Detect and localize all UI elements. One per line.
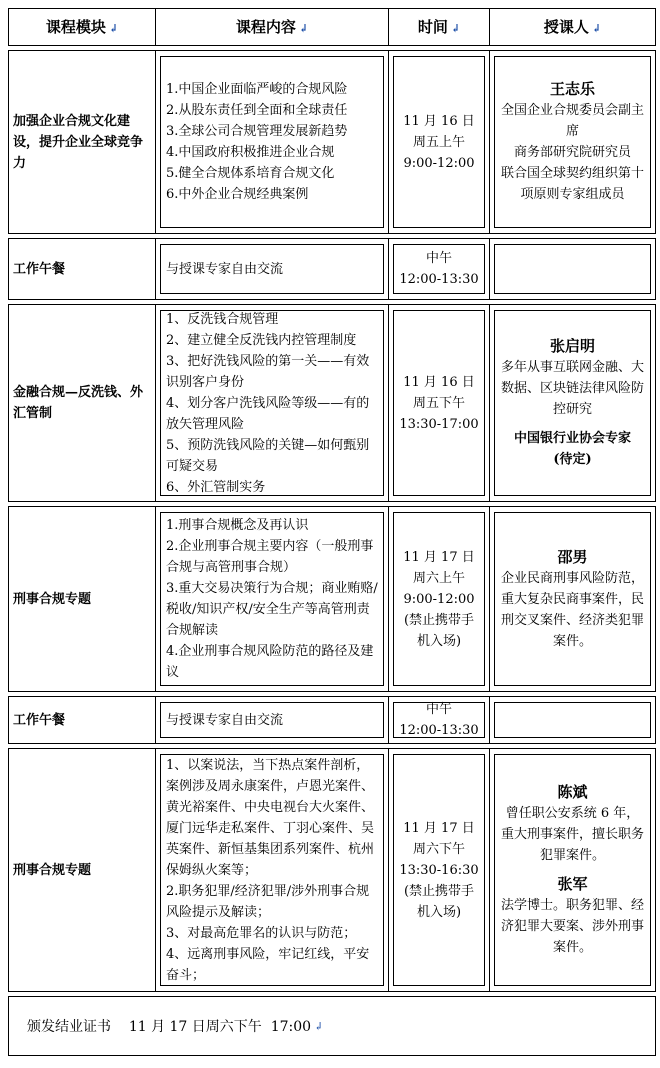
schedule-row <box>8 748 656 992</box>
time-line: 周六下午 <box>412 841 465 857</box>
content-item: 4、远离刑事风险，牢记红线，平安奋斗； <box>166 946 370 983</box>
footer-label: 颁发结业证书 <box>27 1019 111 1035</box>
teacher-name: 张启明 <box>549 337 595 355</box>
module-title: 工作午餐 <box>13 712 66 728</box>
content-item: 1、以案说法，当下热点案件剖析，案例涉及周永康案件，卢恩光案件、黄光裕案件、中央电视台大火案件、厦门远华走私案件、丁羽心案件、吴英案件、新恒基集团系列案件、杭州保姆纵火案等； <box>166 757 375 878</box>
content-item: 5、预防洗钱风险的关键—如何甄别可疑交易 <box>166 437 370 474</box>
module-title: 工作午餐 <box>13 261 66 277</box>
content-item: 2.企业刑事合规主要内容（一般刑事合规与高管刑事合规） <box>166 539 374 575</box>
schedule-row <box>8 238 656 300</box>
module-title: 刑事合规专题 <box>13 591 92 607</box>
schedule-row <box>8 506 656 692</box>
content-item: 4、划分客户洗钱风险等级——有的放矢管理风险 <box>166 395 370 432</box>
module-cell <box>9 749 156 991</box>
time-cell <box>389 697 490 743</box>
time-line: 周六上午 <box>412 570 465 586</box>
content-cell <box>156 305 389 501</box>
teacher-cell <box>490 507 655 691</box>
content-item: 6.中外企业合规经典案例 <box>166 187 309 202</box>
teacher-desc: 企业民商刑事风险防范，重大复杂民商事案件，民刑交叉案件、经济类犯罪案件。 <box>500 570 644 649</box>
teacher-name: 张军 <box>557 875 588 893</box>
teacher-cell <box>490 51 655 233</box>
content-item: 2.职务犯罪/经济犯罪/涉外刑事合规风险提示及解读； <box>166 883 370 920</box>
time-cell <box>389 239 490 299</box>
teacher-desc: 法学博士。职务犯罪、经济犯罪大要案、涉外刑事案件。 <box>500 898 644 955</box>
teacher-desc: 商务部研究院研究员 <box>513 145 631 160</box>
content-cell <box>156 697 389 743</box>
footer-time: 11 月 17 日周六下午 17:00 <box>128 1019 312 1035</box>
time-line: 9:00-12:00 <box>403 591 475 607</box>
time-line: 11 月 17 日 <box>403 549 475 565</box>
teacher-desc: 联合国全球契约组织第十项原则专家组成员 <box>500 166 644 202</box>
time-line: 13:30-17:00 <box>399 416 479 432</box>
time-line: 周五下午 <box>412 395 465 411</box>
course-schedule <box>8 8 656 1056</box>
teacher-cell <box>490 305 655 501</box>
header-content: 课程内容 ↲ <box>156 9 389 45</box>
header-time: 时间 ↲ <box>389 9 490 45</box>
content-cell <box>156 239 389 299</box>
module-cell <box>9 239 156 299</box>
teacher-cell <box>490 239 655 299</box>
time-line: 11 月 16 日 <box>403 113 475 129</box>
module-cell <box>9 51 156 233</box>
time-line: 13:30-16:30 <box>399 862 479 878</box>
header-teacher: 授课人 ↲ <box>543 18 602 36</box>
content-item: 3、对最高危罪名的认识与防范； <box>166 925 357 941</box>
content-item: 与授课专家自由交流 <box>166 261 284 277</box>
time-line: 11 月 16 日 <box>403 374 475 390</box>
teacher-name: 邵男 <box>557 547 588 566</box>
teacher-cell <box>490 749 655 991</box>
module-cell <box>9 507 156 691</box>
content-item: 3.全球公司合规管理发展新趋势 <box>166 124 348 139</box>
module-cell <box>9 305 156 501</box>
time-line: 中午 <box>425 702 452 717</box>
time-cell <box>389 507 490 691</box>
content-item: 2、建立健全反洗钱内控管理制度 <box>166 332 357 348</box>
module-title: 加强企业合规文化建设，提升企业全球竞争力 <box>13 113 144 171</box>
content-item: 与授课专家自由交流 <box>166 712 284 728</box>
teacher-desc: 多年从事互联网金融、大数据、区块链法律风险防控研究 <box>500 360 644 417</box>
time-line: 9:00-12:00 <box>403 155 475 171</box>
content-cell <box>156 507 389 691</box>
time-line: (禁止携带手机入场) <box>403 883 475 920</box>
teacher-name: 王志乐 <box>549 80 595 98</box>
content-item: 5.健全合规体系培育合规文化 <box>166 166 335 181</box>
time-cell <box>389 305 490 501</box>
teacher-desc: (待定) <box>553 452 592 467</box>
content-item: 3.重大交易决策行为合规；商业贿赂/税收/知识产权/安全生产等高管刑责合规解读 <box>166 581 378 638</box>
schedule-row <box>8 50 656 234</box>
schedule-row <box>8 304 656 502</box>
content-item: 6、外汇管制实务 <box>166 479 266 495</box>
time-line: 11 月 17 日 <box>403 820 475 836</box>
time-cell <box>389 749 490 991</box>
time-line: (禁止携带手机入场) <box>403 612 475 649</box>
content-item: 1.刑事合规概念及再认识 <box>166 518 309 533</box>
content-item: 3、把好洗钱风险的第一关——有效识别客户身份 <box>166 353 370 390</box>
content-cell <box>156 749 389 991</box>
content-item: 2.从股东责任到全面和全球责任 <box>166 103 348 118</box>
module-title: 刑事合规专题 <box>13 862 92 878</box>
content-item: 4.企业刑事合规风险防范的路径及建议 <box>166 644 374 680</box>
time-cell <box>389 51 490 233</box>
module-title: 金融合规—反洗钱、外汇管制 <box>13 385 144 421</box>
time-line: 12:00-13:30 <box>399 272 479 287</box>
content-item: 1.中国企业面临严峻的合规风险 <box>166 82 348 97</box>
teacher-desc: 全国企业合规委员会副主席 <box>500 103 644 139</box>
content-cell <box>156 51 389 233</box>
module-cell <box>9 697 156 743</box>
header-module: 课程模块 ↲ <box>9 9 156 45</box>
time-line: 周五上午 <box>412 134 465 150</box>
header-row <box>8 8 656 46</box>
schedule-row <box>8 696 656 744</box>
content-item: 4.中国政府积极推进企业合规 <box>166 145 335 160</box>
time-line: 12:00-13:30 <box>399 723 479 738</box>
teacher-desc: 曾任职公安系统 6 年，重大刑事案件，擅长职务犯罪案件。 <box>500 806 644 863</box>
teacher-desc: 中国银行业协会专家 <box>513 431 631 446</box>
teacher-cell <box>490 697 655 743</box>
certificate-footer: 颁发结业证书 11 月 17 日周六下午 17:00 ↲ <box>8 996 656 1056</box>
content-item: 1、反洗钱合规管理 <box>166 311 279 327</box>
time-line: 中午 <box>425 251 452 266</box>
teacher-name: 陈斌 <box>557 783 588 801</box>
